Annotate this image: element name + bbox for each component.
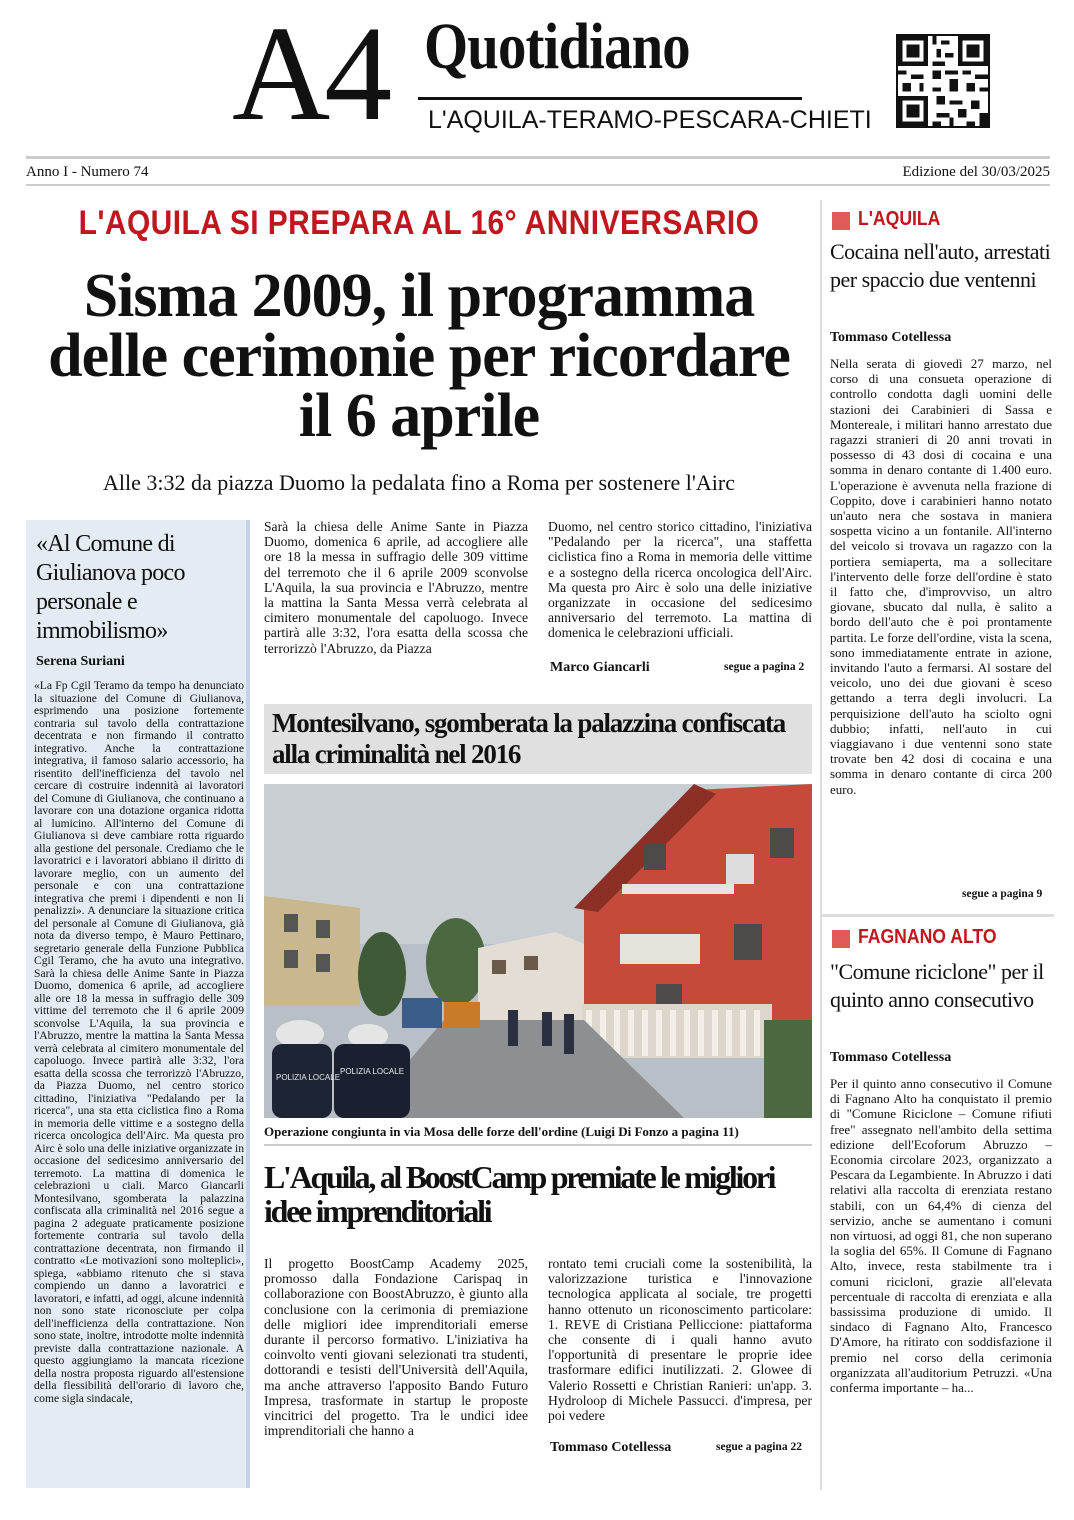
qr-code-icon: [896, 34, 990, 128]
left-article-body: «La Fp Cgil Teramo da tempo ha denunciato la situazione del Comune di Giulianova, esprimendo una posizione fortemente contraria sul tavolo della contrattazione decentrata e non firmando il contratto integrativo. Anche la contrattazione integrativa, il famoso salario accessorio, ha risentito dell'inefficienza del tavolo nel cercare di costruire indennità ai lavoratori del Comune di Giulianova, che continuano a lavorare con una dotazione organica ridotta al lumicino. All'interno del Comune di Giulianova si deve cambiare rotta riguardo alla gestione del personale. Crediamo che le lavoratrici e i lavoratori abbiano il diritto di lavorare meglio, con un aumento del personale e con una contrattazione integrativa che premi i dipendenti e non li penalizzi». A denunciare la situazione critica del personale al Comune di Giulianova, già nota da diverso tempo, è Mauro Pettinaro, segretario generale della Funzione Pubblica Cgil Teramo, che ha avuto una integrativo. Sarà la chiesa delle Anime Sante in Piazza Duomo, domenica 6 aprile, ad accogliere alle ore 18 la messa in suffragio delle 309 vittime del terremoto che il 6 aprile 2009 sconvolse L'Aquila, la sua provincia e l'Abruzzo, mentre la mattina la Santa Messa verrà celebrata al cimitero monumentale del capoluogo. Invece partirà alle 3:32, l'ora esatta della scossa che terrorizzò l'Abruzzo, da Piazza Duomo, nel centro storico cittadino, l'iniziativa "Pedalando per la ricerca", una sta etta ciclistica fino a Roma in memoria delle vittime e a sostegno della ricerca oncologica dell'Airc. Ma questa pro Airc è solo una delle iniziative organizzate in occasione del sedicesimo anniversario del terremoto. La mattina di domenica le celebrazioni u ciali. Marco Giancarli Montesilvano, sgomberata la palazzina confiscata alla criminalità nel 2016 segue a pagina 2 adeguate praticamente posizione fortemente contraria sul tavolo della contrattazione decentrata, non firmando il contratto «Le motivazioni sono molteplici», spiega, «abbiamo ritenuto che si stava compiendo un danno a lavoratrici e lavoratori, e infatti, ad oggi, alcune indennità non sono state riconosciute per colpa dell'inefficienza della contrattazione. Non sono state, inoltre, introdotte molte indennità previste dalla contrattazione nazionale. A questo aggiungiamo la mancata ricezione della nostra proposta riguardo all'estensione della flessibilità dell'orario di lavoro che, come sigla sindacale,: [34, 680, 244, 1405]
badge-left: POLIZIA LOCALE: [276, 1073, 341, 1082]
issue-number: Anno I - Numero 74: [26, 164, 149, 180]
right-top-body: Nella serata di giovedì 27 marzo, nel corso di una consueta operazione di controllo condotta dagli uomini delle stazioni dei Carabinieri di Sassa e Montereale, i militari hanno arrestato due ragazzi stranieri di 20 anni trovati in possesso di 43 dosi di cocaina e una somma in denaro contante di 1.400 euro. L'operazione è avvenuta nella frazione di Coppito, dove i carabinieri hanno notato un'auto nera che sostava in maniera sospetta vicino a un fontanile. All'interno del veicolo si trovava un ragazzo con la portiera semiaperta, ma a sollecitare l'intervento delle forze dell'ordine è stato il fatto che, d'improvviso, un altro giovane, sbucato dal nulla, è salito a bordo dell'auto che è poi prontamente partita. Le forze dell'ordine, vista la scena, sono immediatamente entrate in azione, invitando l'auto a fermarsi. Al sostare del veicolo, uno dei due giovani è sceso gettando a terra degli involucri. La perquisizione dell'auto ha sciolto ogni dubbio; infatti, nell'auto in cui viaggiavano i due ventenni sono state trovate ben 42 dosi di cocaina e una somma in denaro contante di circa 200 euro.: [830, 356, 1052, 797]
masthead-cities: L'AQUILA-TERAMO-PESCARA-CHIETI: [428, 106, 872, 134]
main-author: Marco Giancarli: [550, 660, 650, 675]
masthead-divider: [26, 156, 1050, 159]
edition-date: Edizione del 30/03/2025: [902, 164, 1050, 180]
main-headline[interactable]: Sisma 2009, il programma delle cerimonie per ricordare il 6 aprile: [48, 262, 790, 450]
right-top-tag: L'AQUILA: [858, 208, 941, 230]
boostcamp-body-col2: rontato temi cruciali come la sostenibilità, la valorizzazione turistica e l'innovazione tecnologica applicata al sociale, tre progetti hanno ottenuto un riconoscimento particolare: 1. REVE di Cristiana Pelliccione: piattaforma che consente di i quali hanno avuto l'opportunità di presentare le proprie idee trasformare edifici inutilizzati. 2. Glowee di Valerio Rossetti e Christian Ranieri: un'app. 3. Hydroloop di Michele Passucci. d'impresa, per poi vedere: [548, 1256, 812, 1424]
main-kicker: L'AQUILA SI PREPARA AL 16° ANNIVERSARIO: [78, 204, 760, 242]
right-bottom-body: Per il quinto anno consecutivo il Comune di Fagnano Alto ha conquistato il premio di "Comune Riciclone – Comune rifiuti free" assegnato nell'ambito della settima edizione dell'Ecoforum Abruzzo – Economia circolare 2023, organizzato a Pescara da Legambiente. In Abruzzo i dati relativi alla raccolta di erenziata restano stabili, con un 64,4% di cienza del servizio, anche se aumentano i comuni non virtuosi, ad oggi 81, che non superano la soglia del 65%. Il Comune di Fagnano Alto, invece, resta stabilmente tra i comuni ricicloni, grazie all'elevata percentuale di raccolta di erenziata e alla bassissima produzione di umido. Il sindaco di Fagnano Alto, Francesco D'Amore, ha ritirato con soddisfazione il premio nel corso della cerimonia organizzata all'auditorium Petruzzi. «Una conferma importante – ha...: [830, 1076, 1052, 1396]
right-top-continue-link[interactable]: segue a pagina 9: [962, 888, 1043, 900]
tag-square-icon: [832, 212, 850, 230]
main-subhead: Alle 3:32 da piazza Duomo la pedalata fino a Roma per sostenere l'Airc: [103, 470, 735, 495]
right-bottom-author: Tommaso Cotellessa: [830, 1050, 952, 1065]
tag-square-icon: [832, 930, 850, 948]
right-column-section-divider: [820, 914, 1054, 917]
boostcamp-author: Tommaso Cotellessa: [550, 1440, 672, 1455]
right-column-divider: [820, 200, 822, 1490]
boostcamp-body-col1: Il progetto BoostCamp Academy 2025, promosso dalla Fondazione Carispaq in collaborazione con BoostAbruzzo, è giunto alla conclusione con la cerimonia di premiazione delle migliori idee imprenditoriali emerse durante il percorso formativo. L'iniziativa ha coinvolto venti giovani selezionati tra studenti, dottorandi e tesisti dell'Università dell'Aquila, ma anche attraverso l'apposito Bando Futuro Impresa, trasformate in startup le proposte vincitrici del progetto. Tra le undici idee imprenditoriali che hanno a: [264, 1256, 528, 1439]
police-operation-photo: [264, 784, 812, 1118]
right-top-author: Tommaso Cotellessa: [830, 330, 952, 345]
logo-rule: [418, 97, 802, 100]
badge-right: POLIZIA LOCALE: [340, 1067, 405, 1076]
main-body-col1: Sarà la chiesa delle Anime Sante in Piazza Duomo, domenica 6 aprile, ad accogliere alle ore 18 la messa in suffragio delle 309 vittime del terremoto che il 6 aprile 2009 sconvolse L'Aquila, la sua provincia e l'Abruzzo, mentre la mattina la Santa Messa verrà celebrata al cimitero monumentale del capoluogo. Invece partirà alle 3:32, l'ora esatta della scossa che terrorizzò l'Abruzzo, da Piazza: [264, 519, 528, 656]
boostcamp-title[interactable]: L'Aquila, al BoostCamp premiate le migliori idee imprenditoriali: [264, 1159, 775, 1229]
edition-divider: [26, 184, 1050, 186]
left-article-author: Serena Suriani: [36, 654, 125, 669]
left-article-title[interactable]: «Al Comune di Giulianova poco personale e immobilismo»: [36, 531, 185, 644]
logo-name: Quotidiano: [424, 10, 690, 83]
boostcamp-continue-link[interactable]: segue a pagina 22: [716, 1441, 802, 1453]
right-bottom-tag: FAGNANO ALTO: [858, 926, 997, 948]
right-top-title[interactable]: Cocaina nell'auto, arrestati per spaccio due ventenni: [830, 239, 1051, 292]
logo-a4: A4: [232, 0, 387, 149]
photo-caption: Operazione congiunta in via Mosa delle forze dell'ordine (Luigi Di Fonzo a pagina 11): [264, 1124, 739, 1139]
right-bottom-title[interactable]: "Comune riciclone" per il quinto anno consecutivo: [830, 959, 1044, 1012]
main-body-col2: Duomo, nel centro storico cittadino, l'iniziativa "Pedalando per la ricerca", una staffetta ciclistica fino a Roma in memoria delle vittime e a sostegno della ricerca oncologica dell'Airc. Ma questa pro Airc è solo una delle iniziative organizzate in occasione del sedicesimo anniversario del terremoto. La mattina di domenica le celebrazioni ufficiali.: [548, 519, 812, 641]
montesilvano-title[interactable]: Montesilvano, sgomberata la palazzina confiscata alla criminalità nel 2016: [272, 708, 786, 769]
main-continue-link[interactable]: segue a pagina 2: [724, 661, 805, 673]
caption-divider: [264, 1144, 812, 1146]
